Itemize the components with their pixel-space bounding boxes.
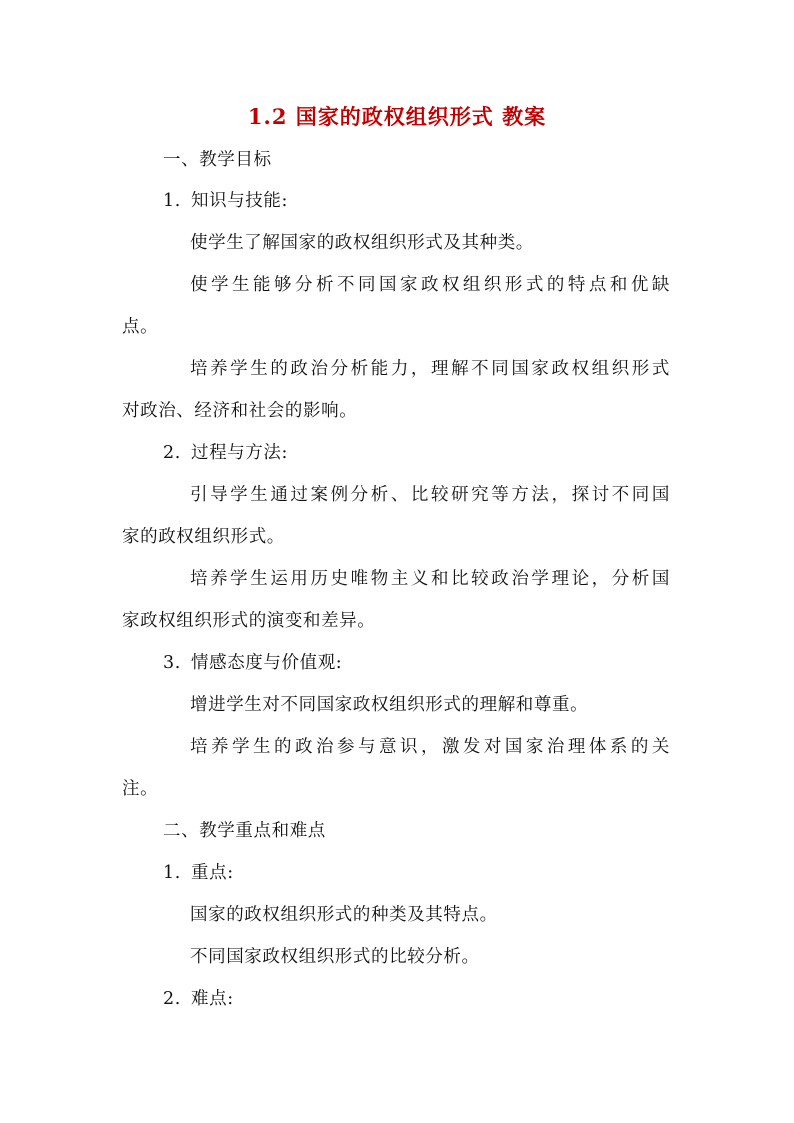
item-knowledge-skills bbox=[163, 187, 288, 215]
paragraph-line: 培养学生运用历史唯物主义和比较政治学理论，分析国 bbox=[190, 569, 670, 589]
paragraph-line: 引导学生通过案例分析、比较研究等方法，探讨不同国 bbox=[190, 485, 670, 505]
item-number: 3. bbox=[163, 653, 181, 673]
item-number: 2. bbox=[163, 989, 181, 1009]
document-title: 1.2 国家的政权组织形式 教案 bbox=[247, 104, 547, 129]
item-number: 2. bbox=[163, 443, 181, 463]
paragraph-line: 不同国家政权组织形式的比较分析。 bbox=[190, 947, 480, 967]
paragraph-line: 对政治、经济和社会的影响。 bbox=[122, 401, 358, 421]
item-label: 情感态度与价值观: bbox=[191, 653, 343, 673]
item-label: 难点: bbox=[191, 989, 234, 1009]
paragraph-line: 国家的政权组织形式的种类及其特点。 bbox=[190, 905, 498, 925]
item-number: 1. bbox=[163, 863, 181, 883]
item-label: 重点: bbox=[191, 863, 234, 883]
paragraph-line: 点。 bbox=[122, 317, 159, 337]
item-label: 知识与技能: bbox=[191, 191, 288, 211]
section-heading-objectives: 一、教学目标 bbox=[163, 150, 272, 170]
paragraph-line: 注。 bbox=[122, 779, 159, 799]
item-label: 过程与方法: bbox=[191, 443, 288, 463]
paragraph-line: 家的政权组织形式。 bbox=[122, 527, 285, 547]
paragraph-line: 使学生能够分析不同国家政权组织形式的特点和优缺 bbox=[190, 275, 670, 295]
item-number: 1. bbox=[163, 191, 181, 211]
item-attitudes-values bbox=[163, 649, 342, 677]
paragraph-line: 培养学生的政治参与意识，激发对国家治理体系的关 bbox=[190, 737, 670, 757]
paragraph-line: 培养学生的政治分析能力，理解不同国家政权组织形式 bbox=[190, 359, 670, 379]
paragraph-line: 增进学生对不同国家政权组织形式的理解和尊重。 bbox=[190, 695, 589, 715]
item-difficulties bbox=[163, 985, 234, 1013]
item-key-points bbox=[163, 859, 234, 887]
paragraph-line: 使学生了解国家的政权组织形式及其种类。 bbox=[190, 233, 534, 253]
item-process-methods bbox=[163, 439, 288, 467]
paragraph-line: 家政权组织形式的演变和差异。 bbox=[122, 611, 376, 631]
section-heading-key-points: 二、教学重点和难点 bbox=[163, 821, 326, 841]
